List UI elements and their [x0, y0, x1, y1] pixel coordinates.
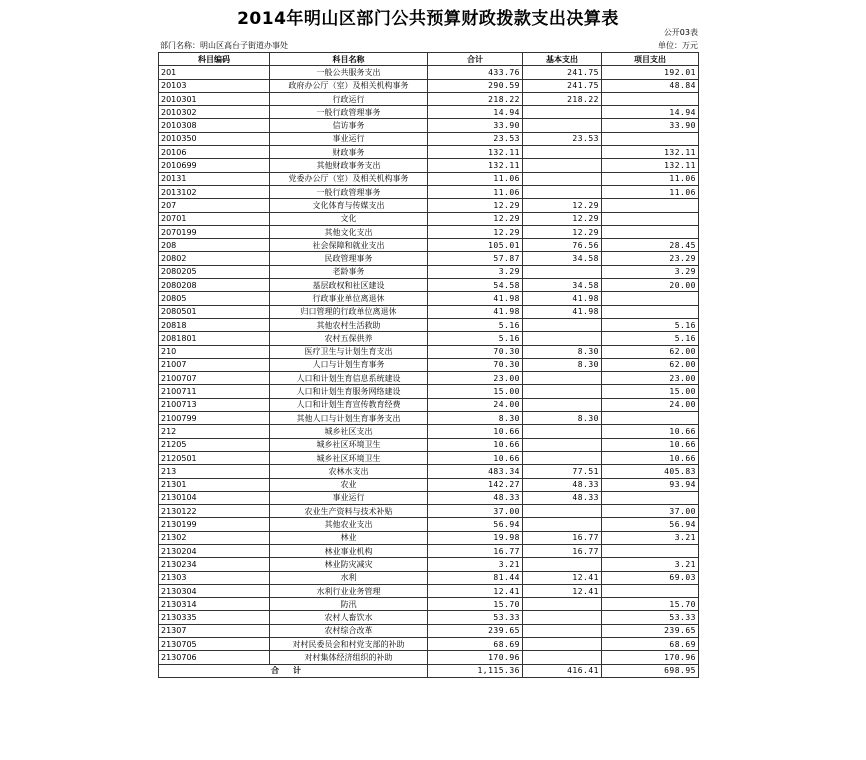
cell-basic: 76.56 — [523, 239, 602, 252]
department-name: 部门名称：明山区高台子街道办事处 — [160, 41, 288, 50]
cell-code: 210 — [159, 345, 270, 358]
cell-basic — [523, 638, 602, 651]
table-row — [159, 465, 699, 478]
cell-basic — [523, 398, 602, 411]
cell-total: 12.29 — [428, 212, 523, 225]
cell-total: 10.66 — [428, 438, 523, 451]
cell-code: 2080501 — [159, 305, 270, 318]
cell-project: 3.21 — [602, 558, 699, 571]
cell-code: 21205 — [159, 438, 270, 451]
cell-basic: 12.29 — [523, 225, 602, 238]
table-row — [159, 624, 699, 637]
cell-name: 人口和计划生育信息系统建设 — [270, 372, 428, 385]
cell-code: 2010308 — [159, 119, 270, 132]
table-row — [159, 451, 699, 464]
cell-total: 170.96 — [428, 651, 523, 664]
budget-table — [158, 52, 699, 678]
cell-total: 37.00 — [428, 505, 523, 518]
table-row — [159, 106, 699, 119]
cell-name: 其他农业支出 — [270, 518, 428, 531]
cell-basic — [523, 265, 602, 278]
cell-basic: 8.30 — [523, 345, 602, 358]
cell-total: 15.00 — [428, 385, 523, 398]
cell-code: 2120501 — [159, 451, 270, 464]
cell-name: 其他文化支出 — [270, 225, 428, 238]
cell-name: 林业防灾减灾 — [270, 558, 428, 571]
cell-code: 21303 — [159, 571, 270, 584]
cell-code: 2130314 — [159, 598, 270, 611]
cell-basic — [523, 332, 602, 345]
cell-project — [602, 199, 699, 212]
cell-total: 56.94 — [428, 518, 523, 531]
cell-code: 21307 — [159, 624, 270, 637]
cell-project: 69.03 — [602, 571, 699, 584]
cell-total: 290.59 — [428, 79, 523, 92]
header-code: 科目编码 — [159, 53, 270, 66]
cell-code: 20106 — [159, 146, 270, 159]
cell-name: 城乡社区支出 — [270, 425, 428, 438]
cell-basic — [523, 146, 602, 159]
cell-code: 2081801 — [159, 332, 270, 345]
table-row — [159, 292, 699, 305]
table-row — [159, 638, 699, 651]
cell-name: 其他财政事务支出 — [270, 159, 428, 172]
cell-project: 170.96 — [602, 651, 699, 664]
table-header-row — [159, 53, 699, 66]
cell-basic — [523, 372, 602, 385]
cell-project — [602, 132, 699, 145]
table-row — [159, 79, 699, 92]
cell-code: 2080205 — [159, 265, 270, 278]
cell-total: 3.21 — [428, 558, 523, 571]
cell-basic: 8.30 — [523, 412, 602, 425]
cell-project: 62.00 — [602, 358, 699, 371]
cell-name: 人口和计划生育服务网络建设 — [270, 385, 428, 398]
cell-basic: 241.75 — [523, 66, 602, 79]
cell-project: 405.83 — [602, 465, 699, 478]
cell-project: 33.90 — [602, 119, 699, 132]
table-row — [159, 544, 699, 557]
cell-total: 15.70 — [428, 598, 523, 611]
cell-code: 2130104 — [159, 491, 270, 504]
cell-total: 16.77 — [428, 544, 523, 557]
cell-name: 对村集体经济组织的补助 — [270, 651, 428, 664]
cell-total: 48.33 — [428, 491, 523, 504]
cell-project: 5.16 — [602, 318, 699, 331]
cell-basic: 23.53 — [523, 132, 602, 145]
cell-project: 93.94 — [602, 478, 699, 491]
cell-total: 10.66 — [428, 425, 523, 438]
cell-basic: 8.30 — [523, 358, 602, 371]
cell-total: 70.30 — [428, 358, 523, 371]
total-project: 698.95 — [602, 664, 699, 677]
cell-total: 105.01 — [428, 239, 523, 252]
cell-code: 201 — [159, 66, 270, 79]
cell-name: 农村综合改革 — [270, 624, 428, 637]
table-row — [159, 598, 699, 611]
cell-project — [602, 491, 699, 504]
form-code: 公开03表 — [663, 28, 698, 37]
cell-project: 239.65 — [602, 624, 699, 637]
table-row — [159, 571, 699, 584]
cell-total: 53.33 — [428, 611, 523, 624]
cell-total: 218.22 — [428, 92, 523, 105]
header-project: 项目支出 — [602, 53, 699, 66]
cell-name: 农林水支出 — [270, 465, 428, 478]
cell-name: 农村五保供养 — [270, 332, 428, 345]
cell-basic: 48.33 — [523, 478, 602, 491]
table-row — [159, 584, 699, 597]
cell-project — [602, 292, 699, 305]
cell-name: 行政运行 — [270, 92, 428, 105]
cell-name: 人口与计划生育事务 — [270, 358, 428, 371]
cell-total: 12.29 — [428, 225, 523, 238]
cell-total: 68.69 — [428, 638, 523, 651]
cell-total: 483.34 — [428, 465, 523, 478]
cell-name: 事业运行 — [270, 132, 428, 145]
cell-name: 政府办公厅（室）及相关机构事务 — [270, 79, 428, 92]
cell-project: 11.06 — [602, 172, 699, 185]
cell-basic — [523, 119, 602, 132]
cell-basic: 12.41 — [523, 584, 602, 597]
cell-project: 11.06 — [602, 185, 699, 198]
cell-basic: 34.58 — [523, 252, 602, 265]
table-row — [159, 279, 699, 292]
cell-total: 3.29 — [428, 265, 523, 278]
cell-name: 水利 — [270, 571, 428, 584]
cell-code: 2070199 — [159, 225, 270, 238]
table-row — [159, 225, 699, 238]
cell-name: 医疗卫生与计划生育支出 — [270, 345, 428, 358]
cell-code: 2130204 — [159, 544, 270, 557]
cell-name: 党委办公厅（室）及相关机构事务 — [270, 172, 428, 185]
cell-basic: 16.77 — [523, 531, 602, 544]
cell-project: 23.29 — [602, 252, 699, 265]
cell-project: 3.21 — [602, 531, 699, 544]
cell-name: 一般行政管理事务 — [270, 106, 428, 119]
cell-code: 2130335 — [159, 611, 270, 624]
cell-total: 132.11 — [428, 159, 523, 172]
cell-total: 10.66 — [428, 451, 523, 464]
cell-basic — [523, 425, 602, 438]
cell-name: 林业事业机构 — [270, 544, 428, 557]
cell-name: 社会保障和就业支出 — [270, 239, 428, 252]
table-row — [159, 332, 699, 345]
cell-name: 民政管理事务 — [270, 252, 428, 265]
cell-code: 2080208 — [159, 279, 270, 292]
cell-project — [602, 92, 699, 105]
cell-basic — [523, 172, 602, 185]
cell-basic: 16.77 — [523, 544, 602, 557]
cell-basic: 12.29 — [523, 199, 602, 212]
cell-name: 农业 — [270, 478, 428, 491]
total-row — [159, 664, 699, 677]
cell-basic — [523, 451, 602, 464]
cell-name: 农村人畜饮水 — [270, 611, 428, 624]
cell-project: 53.33 — [602, 611, 699, 624]
cell-project — [602, 412, 699, 425]
cell-total: 8.30 — [428, 412, 523, 425]
cell-basic: 12.29 — [523, 212, 602, 225]
cell-name: 城乡社区环境卫生 — [270, 438, 428, 451]
cell-project: 62.00 — [602, 345, 699, 358]
cell-code: 20103 — [159, 79, 270, 92]
cell-name: 其他农村生活救助 — [270, 318, 428, 331]
cell-name: 文化体育与传媒支出 — [270, 199, 428, 212]
table-row — [159, 252, 699, 265]
table-row — [159, 558, 699, 571]
table-row — [159, 425, 699, 438]
cell-total: 57.87 — [428, 252, 523, 265]
cell-name: 人口和计划生育宣传教育经费 — [270, 398, 428, 411]
cell-code: 2010699 — [159, 159, 270, 172]
cell-project: 23.00 — [602, 372, 699, 385]
cell-basic: 241.75 — [523, 79, 602, 92]
cell-total: 23.00 — [428, 372, 523, 385]
cell-total: 5.16 — [428, 318, 523, 331]
header-name: 科目名称 — [270, 53, 428, 66]
cell-basic — [523, 438, 602, 451]
cell-basic: 34.58 — [523, 279, 602, 292]
cell-project — [602, 212, 699, 225]
cell-name: 归口管理的行政单位离退休 — [270, 305, 428, 318]
cell-project — [602, 225, 699, 238]
cell-name: 信访事务 — [270, 119, 428, 132]
cell-total: 433.76 — [428, 66, 523, 79]
cell-total: 23.53 — [428, 132, 523, 145]
cell-total: 24.00 — [428, 398, 523, 411]
cell-name: 林业 — [270, 531, 428, 544]
cell-basic: 48.33 — [523, 491, 602, 504]
table-row — [159, 611, 699, 624]
cell-code: 2130706 — [159, 651, 270, 664]
cell-basic: 77.51 — [523, 465, 602, 478]
cell-basic — [523, 624, 602, 637]
cell-code: 20701 — [159, 212, 270, 225]
table-row — [159, 478, 699, 491]
cell-basic: 41.98 — [523, 292, 602, 305]
table-row — [159, 345, 699, 358]
cell-total: 11.06 — [428, 185, 523, 198]
cell-project: 192.01 — [602, 66, 699, 79]
table-row — [159, 438, 699, 451]
cell-project: 132.11 — [602, 146, 699, 159]
cell-total: 5.16 — [428, 332, 523, 345]
cell-project: 48.84 — [602, 79, 699, 92]
cell-project: 37.00 — [602, 505, 699, 518]
total-label: 合计 — [159, 664, 428, 677]
table-row — [159, 505, 699, 518]
cell-code: 213 — [159, 465, 270, 478]
table-row — [159, 159, 699, 172]
cell-code: 20818 — [159, 318, 270, 331]
table-row — [159, 372, 699, 385]
cell-name: 老龄事务 — [270, 265, 428, 278]
cell-basic — [523, 385, 602, 398]
cell-project: 15.00 — [602, 385, 699, 398]
table-row — [159, 132, 699, 145]
table-row — [159, 172, 699, 185]
cell-code: 2010350 — [159, 132, 270, 145]
cell-code: 2010302 — [159, 106, 270, 119]
table-row — [159, 305, 699, 318]
cell-basic — [523, 318, 602, 331]
cell-total: 142.27 — [428, 478, 523, 491]
cell-basic — [523, 159, 602, 172]
cell-project: 10.66 — [602, 425, 699, 438]
cell-code: 2100707 — [159, 372, 270, 385]
cell-name: 水利行业业务管理 — [270, 584, 428, 597]
cell-project — [602, 584, 699, 597]
table-row — [159, 199, 699, 212]
cell-code: 21302 — [159, 531, 270, 544]
cell-project: 56.94 — [602, 518, 699, 531]
cell-total: 14.94 — [428, 106, 523, 119]
cell-total: 70.30 — [428, 345, 523, 358]
table-row — [159, 518, 699, 531]
cell-project: 24.00 — [602, 398, 699, 411]
table-body — [159, 66, 699, 664]
cell-code: 2100799 — [159, 412, 270, 425]
cell-code: 2130199 — [159, 518, 270, 531]
cell-total: 12.29 — [428, 199, 523, 212]
cell-total: 41.98 — [428, 305, 523, 318]
cell-code: 2100711 — [159, 385, 270, 398]
cell-total: 41.98 — [428, 292, 523, 305]
total-sum: 1,115.36 — [428, 664, 523, 677]
cell-project — [602, 544, 699, 557]
cell-basic — [523, 558, 602, 571]
cell-project: 5.16 — [602, 332, 699, 345]
cell-project: 68.69 — [602, 638, 699, 651]
table-row — [159, 531, 699, 544]
cell-basic — [523, 106, 602, 119]
total-basic: 416.41 — [523, 664, 602, 677]
cell-name: 一般行政管理事务 — [270, 185, 428, 198]
cell-code: 20805 — [159, 292, 270, 305]
cell-basic — [523, 611, 602, 624]
cell-basic: 41.98 — [523, 305, 602, 318]
table-row — [159, 66, 699, 79]
cell-name: 其他人口与计划生育事务支出 — [270, 412, 428, 425]
cell-project: 10.66 — [602, 438, 699, 451]
cell-name: 文化 — [270, 212, 428, 225]
table-row — [159, 385, 699, 398]
table-row — [159, 212, 699, 225]
cell-basic — [523, 651, 602, 664]
cell-name: 对村民委员会和村党支部的补助 — [270, 638, 428, 651]
cell-total: 81.44 — [428, 571, 523, 584]
cell-code: 207 — [159, 199, 270, 212]
cell-project: 10.66 — [602, 451, 699, 464]
cell-code: 208 — [159, 239, 270, 252]
cell-basic: 12.41 — [523, 571, 602, 584]
cell-code: 21007 — [159, 358, 270, 371]
cell-code: 2130304 — [159, 584, 270, 597]
cell-code: 2013102 — [159, 185, 270, 198]
table-row — [159, 491, 699, 504]
cell-code: 2010301 — [159, 92, 270, 105]
table-row — [159, 239, 699, 252]
cell-project: 20.00 — [602, 279, 699, 292]
cell-name: 基层政权和社区建设 — [270, 279, 428, 292]
table-row — [159, 146, 699, 159]
cell-basic: 218.22 — [523, 92, 602, 105]
cell-code: 2130122 — [159, 505, 270, 518]
cell-basic — [523, 518, 602, 531]
cell-total: 239.65 — [428, 624, 523, 637]
cell-name: 财政事务 — [270, 146, 428, 159]
table-row — [159, 185, 699, 198]
report-title: 2014年明山区部门公共预算财政拨款支出决算表 — [237, 9, 619, 29]
unit-label: 单位：万元 — [658, 41, 698, 50]
header-basic: 基本支出 — [523, 53, 602, 66]
table-row — [159, 119, 699, 132]
cell-project: 28.45 — [602, 239, 699, 252]
cell-code: 20802 — [159, 252, 270, 265]
table-row — [159, 265, 699, 278]
cell-name: 城乡社区环境卫生 — [270, 451, 428, 464]
cell-basic — [523, 598, 602, 611]
cell-name: 事业运行 — [270, 491, 428, 504]
table-row — [159, 398, 699, 411]
cell-project: 15.70 — [602, 598, 699, 611]
cell-code: 2130234 — [159, 558, 270, 571]
cell-basic — [523, 505, 602, 518]
cell-code: 20131 — [159, 172, 270, 185]
cell-project: 14.94 — [602, 106, 699, 119]
cell-project — [602, 305, 699, 318]
cell-total: 11.06 — [428, 172, 523, 185]
cell-name: 农业生产资料与技术补贴 — [270, 505, 428, 518]
cell-name: 一般公共服务支出 — [270, 66, 428, 79]
cell-project: 132.11 — [602, 159, 699, 172]
cell-name: 防汛 — [270, 598, 428, 611]
cell-code: 2130705 — [159, 638, 270, 651]
table-row — [159, 412, 699, 425]
cell-name: 行政事业单位离退休 — [270, 292, 428, 305]
cell-total: 12.41 — [428, 584, 523, 597]
cell-basic — [523, 185, 602, 198]
cell-total: 33.90 — [428, 119, 523, 132]
cell-total: 132.11 — [428, 146, 523, 159]
table-row — [159, 358, 699, 371]
cell-total: 54.58 — [428, 279, 523, 292]
table-row — [159, 318, 699, 331]
header-total: 合计 — [428, 53, 523, 66]
table-row — [159, 92, 699, 105]
cell-code: 2100713 — [159, 398, 270, 411]
cell-code: 21301 — [159, 478, 270, 491]
cell-code: 212 — [159, 425, 270, 438]
table-row — [159, 651, 699, 664]
cell-total: 19.98 — [428, 531, 523, 544]
cell-project: 3.29 — [602, 265, 699, 278]
